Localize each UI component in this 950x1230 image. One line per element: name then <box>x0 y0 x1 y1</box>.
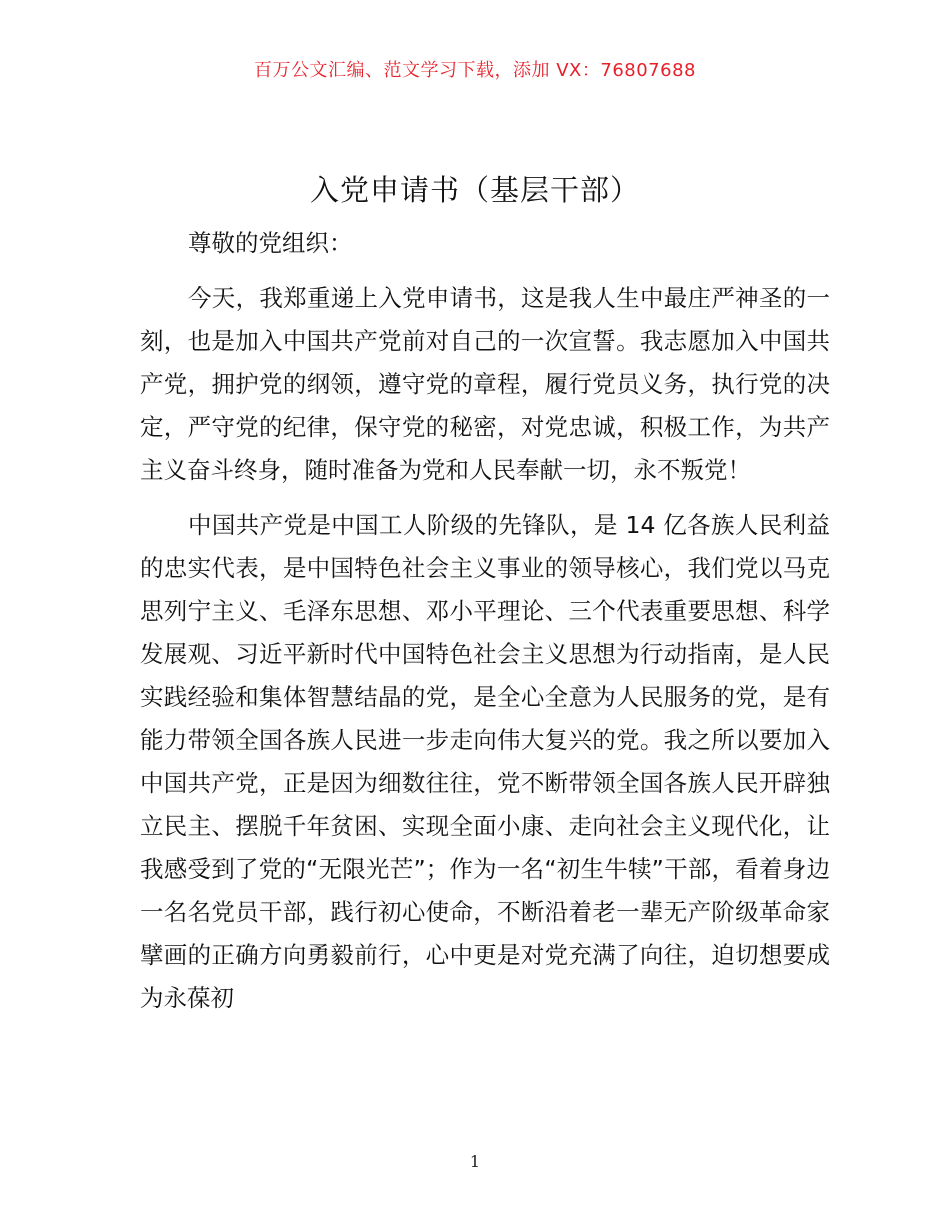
document-title: 入党申请书（基层干部） <box>309 173 640 207</box>
header-banner: 百万公文汇编、范文学习下载，添加 VX：76807688 <box>254 60 696 81</box>
paragraph-party-understanding: 中国共产党是中国工人阶级的先锋队，是 14 亿各族人民利益的忠实代表，是中国特色社会主义事业的领导核心，我们党以马克思列宁主义、毛泽东思想、邓小平理论、三个代表重要思想、科学发展观、习近平新时代中国特色社会主义思想为行动指南，是人民实践经验和集体智慧结晶的党，是全心全意为人民服务的党，是有能力带领全国各族人民进一步走向伟大复兴的党。我之所以要加入中国共产党，正是因为细数往往，党不断带领全国各族人民开辟独立民主、摆脱千年贫困、实现全面小康、走向社会主义现代化，让我感受到了党的“无限光芒”；作为一名“初生牛犊”干部，看着身边一名名党员干部，践行初心使命，不断沿着老一辈无产阶级革命家擘画的正确方向勇毅前行，心中更是对党充满了向往，迫切想要成为永葆初 <box>140 511 830 1012</box>
paragraph-pledge: 今天，我郑重递上入党申请书，这是我人生中最庄严神圣的一刻，也是加入中国共产党前对自己的一次宣誓。我志愿加入中国共产党，拥护党的纲领，遵守党的章程，履行党员义务，执行党的决定，严守党的纪律，保守党的秘密，对党忠诚，积极工作，为共产主义奋斗终身，随时准备为党和人民奉献一切，永不叛党！ <box>140 284 830 484</box>
salutation: 尊敬的党组织： <box>188 229 353 257</box>
page-number: 1 <box>469 1152 481 1171</box>
document-body <box>140 222 830 1032</box>
